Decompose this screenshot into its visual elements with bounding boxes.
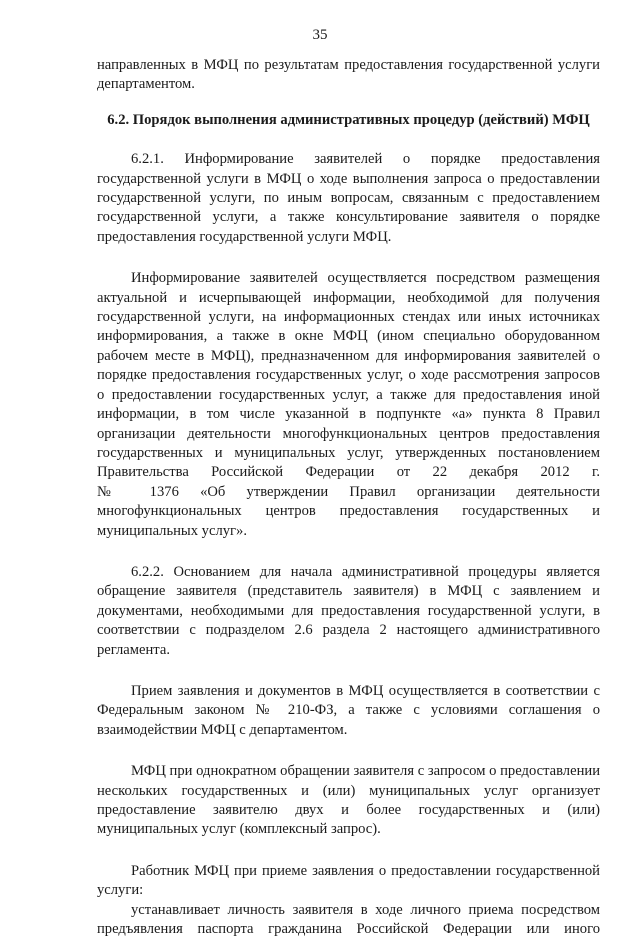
- text-line: устанавливает личность заявителя в ходе личного приема посредством: [131, 901, 600, 918]
- text-line: государственных и муниципальных услуг, утвержденных постановлением: [97, 444, 600, 461]
- text-line: нескольких государственных и (или) муниципальных услуг организует: [97, 782, 600, 799]
- text-line: государственной услуги, а также консультирование заявителя о порядке: [97, 209, 600, 226]
- text-line: муниципальных услуг (комплексный запрос).: [97, 821, 381, 838]
- text-line: услуги:: [97, 882, 144, 899]
- text-line: актуальной и исчерпывающей информации, необходимой для получения: [97, 289, 600, 306]
- paragraph-complex-request: [97, 762, 600, 840]
- document-body: [97, 56, 600, 939]
- text-line: Работник МФЦ при приеме заявления о предоставлении государственной: [131, 862, 600, 879]
- paragraph-6-2-2: [97, 563, 600, 660]
- text-line: информирования, а также в окне МФЦ (ином специально оборудованном: [97, 328, 600, 345]
- text-line: Правительства Российской Федерации от 22 декабря 2012 г.: [97, 464, 600, 481]
- text-line: 6.2.2. Основанием для начала административной процедуры является: [131, 563, 600, 580]
- text-line: обращение заявителя (представитель заявителя) в МФЦ с заявлением и: [97, 583, 600, 600]
- text-line: Прием заявления и документов в МФЦ осуществляется в соответствии с: [131, 682, 600, 699]
- paragraph-6-2-1: [97, 150, 600, 247]
- text-line: предъявления паспорта гражданина Российской Федерации или иного: [97, 921, 600, 938]
- text-line: документами, необходимыми для предоставления государственной услуги, в: [97, 602, 600, 619]
- text-line: 6.2.1. Информирование заявителей о порядке предоставления: [131, 151, 600, 168]
- text-line: соответствии с подразделом 2.6 раздела 2 настоящего административного: [97, 622, 600, 639]
- text-line: муниципальных услуг».: [97, 522, 247, 539]
- text-line: государственной услуги, по иным вопросам, связанным с предоставлением: [97, 190, 600, 207]
- text-line: МФЦ при однократном обращении заявителя с запросом о предоставлении: [131, 763, 600, 780]
- text-line: информации, в том числе указанной в подпункте «а» пункта 8 Правил: [97, 406, 600, 423]
- text-line: департаментом.: [97, 76, 195, 93]
- text-line: № 1376 «Об утверждении Правил организации деятельности: [97, 483, 600, 500]
- paragraph-reception: [97, 682, 600, 740]
- paragraph-informing: [97, 269, 600, 541]
- text-line: о предоставлении государственных услуг, а также для предоставления иной: [97, 386, 600, 403]
- text-line: Федеральным законом № 210-ФЗ, а также с условиями соглашения о: [97, 702, 600, 719]
- text-line: предоставление заявителю двух и более государственных и (или): [97, 802, 600, 818]
- section-heading: 6.2. Порядок выполнения административных процедур (действий) МФЦ: [107, 111, 590, 128]
- text-line: регламента.: [97, 641, 170, 658]
- text-line: взаимодействии МФЦ с департаментом.: [97, 721, 348, 738]
- text-line: рабочем месте в МФЦ), предназначенном для информирования заявителей о: [97, 347, 600, 364]
- text-line: предоставления государственной услуги МФЦ.: [97, 228, 392, 245]
- text-line: организации деятельности многофункциональных центров предоставления: [97, 425, 600, 442]
- intro-paragraph: [97, 56, 600, 95]
- text-line: государственной услуги в МФЦ о ходе выполнения запроса о предоставлении: [97, 170, 600, 187]
- page-number: 35: [312, 27, 328, 43]
- text-line: многофункциональных центров предоставления государственных и: [97, 503, 600, 520]
- text-line: Информирование заявителей осуществляется посредством размещения: [131, 270, 600, 287]
- paragraph-worker: [97, 862, 600, 939]
- text-line: порядке предоставления государственных услуг, о ходе рассмотрения запросов: [97, 367, 600, 384]
- text-line: государственной услуги, на информационных стендах или иных источниках: [97, 309, 600, 326]
- text-line: направленных в МФЦ по результатам предоставления государственной услуги: [97, 57, 600, 73]
